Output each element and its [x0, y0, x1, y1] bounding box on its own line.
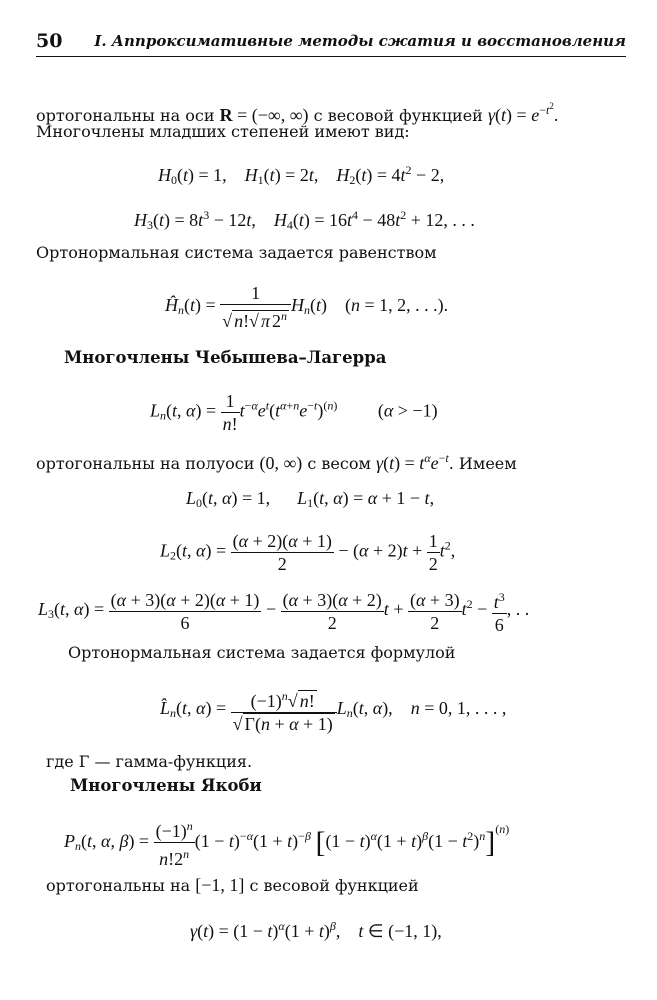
text-line: ортогональны на [−1, 1] с весовой функцией: [46, 875, 419, 895]
text-line: Многочлены младших степеней имеют вид:: [36, 122, 410, 141]
text-span: ортогональны на: [46, 876, 191, 895]
text-span: с весом: [307, 454, 371, 473]
formula-weight: $\gamma(t) = e^{-t^2}$.: [487, 101, 559, 125]
text-line: Ортонормальная система задается равенством: [36, 243, 437, 262]
text-span: . Имеем: [448, 454, 517, 473]
text-span: ортогональны на оси: [36, 106, 215, 125]
section-heading-jacobi: Многочлены Якоби: [70, 776, 262, 795]
section-heading-laguerre: Многочлены Чебышева–Лагерра: [64, 348, 387, 367]
page-header: [36, 30, 626, 54]
formula-hermite-normalized: $Ĥ_n(t)$ = $\frac{1}{√ n!√ \pi 2^n}$ $H_n(t)$ (n = 1, 2, . . .).: [165, 283, 449, 331]
formula-jacobi-weight: $\gamma(t) = (1 - t)^\alpha(1 + t)^\beta$, t ∈ (−1, 1),: [190, 919, 442, 941]
page-number: 50: [36, 30, 63, 52]
formula-laguerre-3: $L_3(t$, α) = $\frac{(\alpha + 3)(\alpha + 2)(\alpha + 1)}{6}$ − $\frac{(\alpha + 3)(\alpha + 2)}{2}$ t + $\frac{(\alpha + 3)}{2}$ $t^2$ − $\frac{t^3}{6}$ , . .: [38, 586, 529, 636]
text-span: с весовой функцией: [249, 876, 419, 895]
formula-jacobi-def: $P_n(t$, α, β) = $\frac{(-1)^n}{n!2^n}$ $(1 - t)^{-\alpha}(1 + t)^{-\beta}$ $[(1 - t)^\alpha(1 + t)^\beta(1 - t^2)^n]^{(n)}$: [64, 815, 509, 870]
text-span: с весовой функцией: [313, 106, 483, 125]
running-head: I. Аппроксимативные методы сжатия и восстановления: [94, 32, 626, 50]
formula-laguerre-def: $L_n(t$, α) = $\frac{1}{n!}$ $t^{-\alpha}e^t(t^{\alpha+n}e^{-t})^{(n)}$ (α > −1): [150, 391, 438, 434]
formula-hermite-high: $H_3(t) = 8t^3 - 12t$, $H_4(t) = 16t^4 - 48t^2 + 12$, . . .: [134, 208, 475, 232]
text-line: ортогональны на полуоси (0, ∞) с весом $\gamma(t) = t^\alpha e^{-t}$. Имеем: [36, 451, 517, 473]
formula-axis: R = (−∞, ∞): [219, 105, 309, 125]
formula-hermite-low: $H_0(t) = 1$, $H_1(t) = 2t$, $H_2(t) = 4t^2 - 2$,: [158, 163, 445, 187]
formula-laguerre-low: $L_0(t$, α) = 1, $L_1(t$, α) = α + 1 − t,: [186, 488, 435, 510]
text-line: Ортонормальная система задается формулой: [68, 643, 456, 662]
header-rule: [36, 56, 626, 57]
text-line: где Г — гамма-функция.: [46, 752, 253, 771]
text-span: ортогональны на полуоси: [36, 454, 255, 473]
formula-laguerre-normalized: $L̂_n(t$, α) = $\frac{(-1)^n√ n!}{√ \Gamma(n + \alpha + 1)}$ $L_n(t$, α), n = 0, 1, . . . ,: [160, 685, 506, 735]
formula-laguerre-2: $L_2(t$, α) = $\frac{(\alpha + 2)(\alpha + 1)}{2}$ − (α + 2)t + $\frac{1}{2}$ $t^2$,: [160, 531, 456, 574]
